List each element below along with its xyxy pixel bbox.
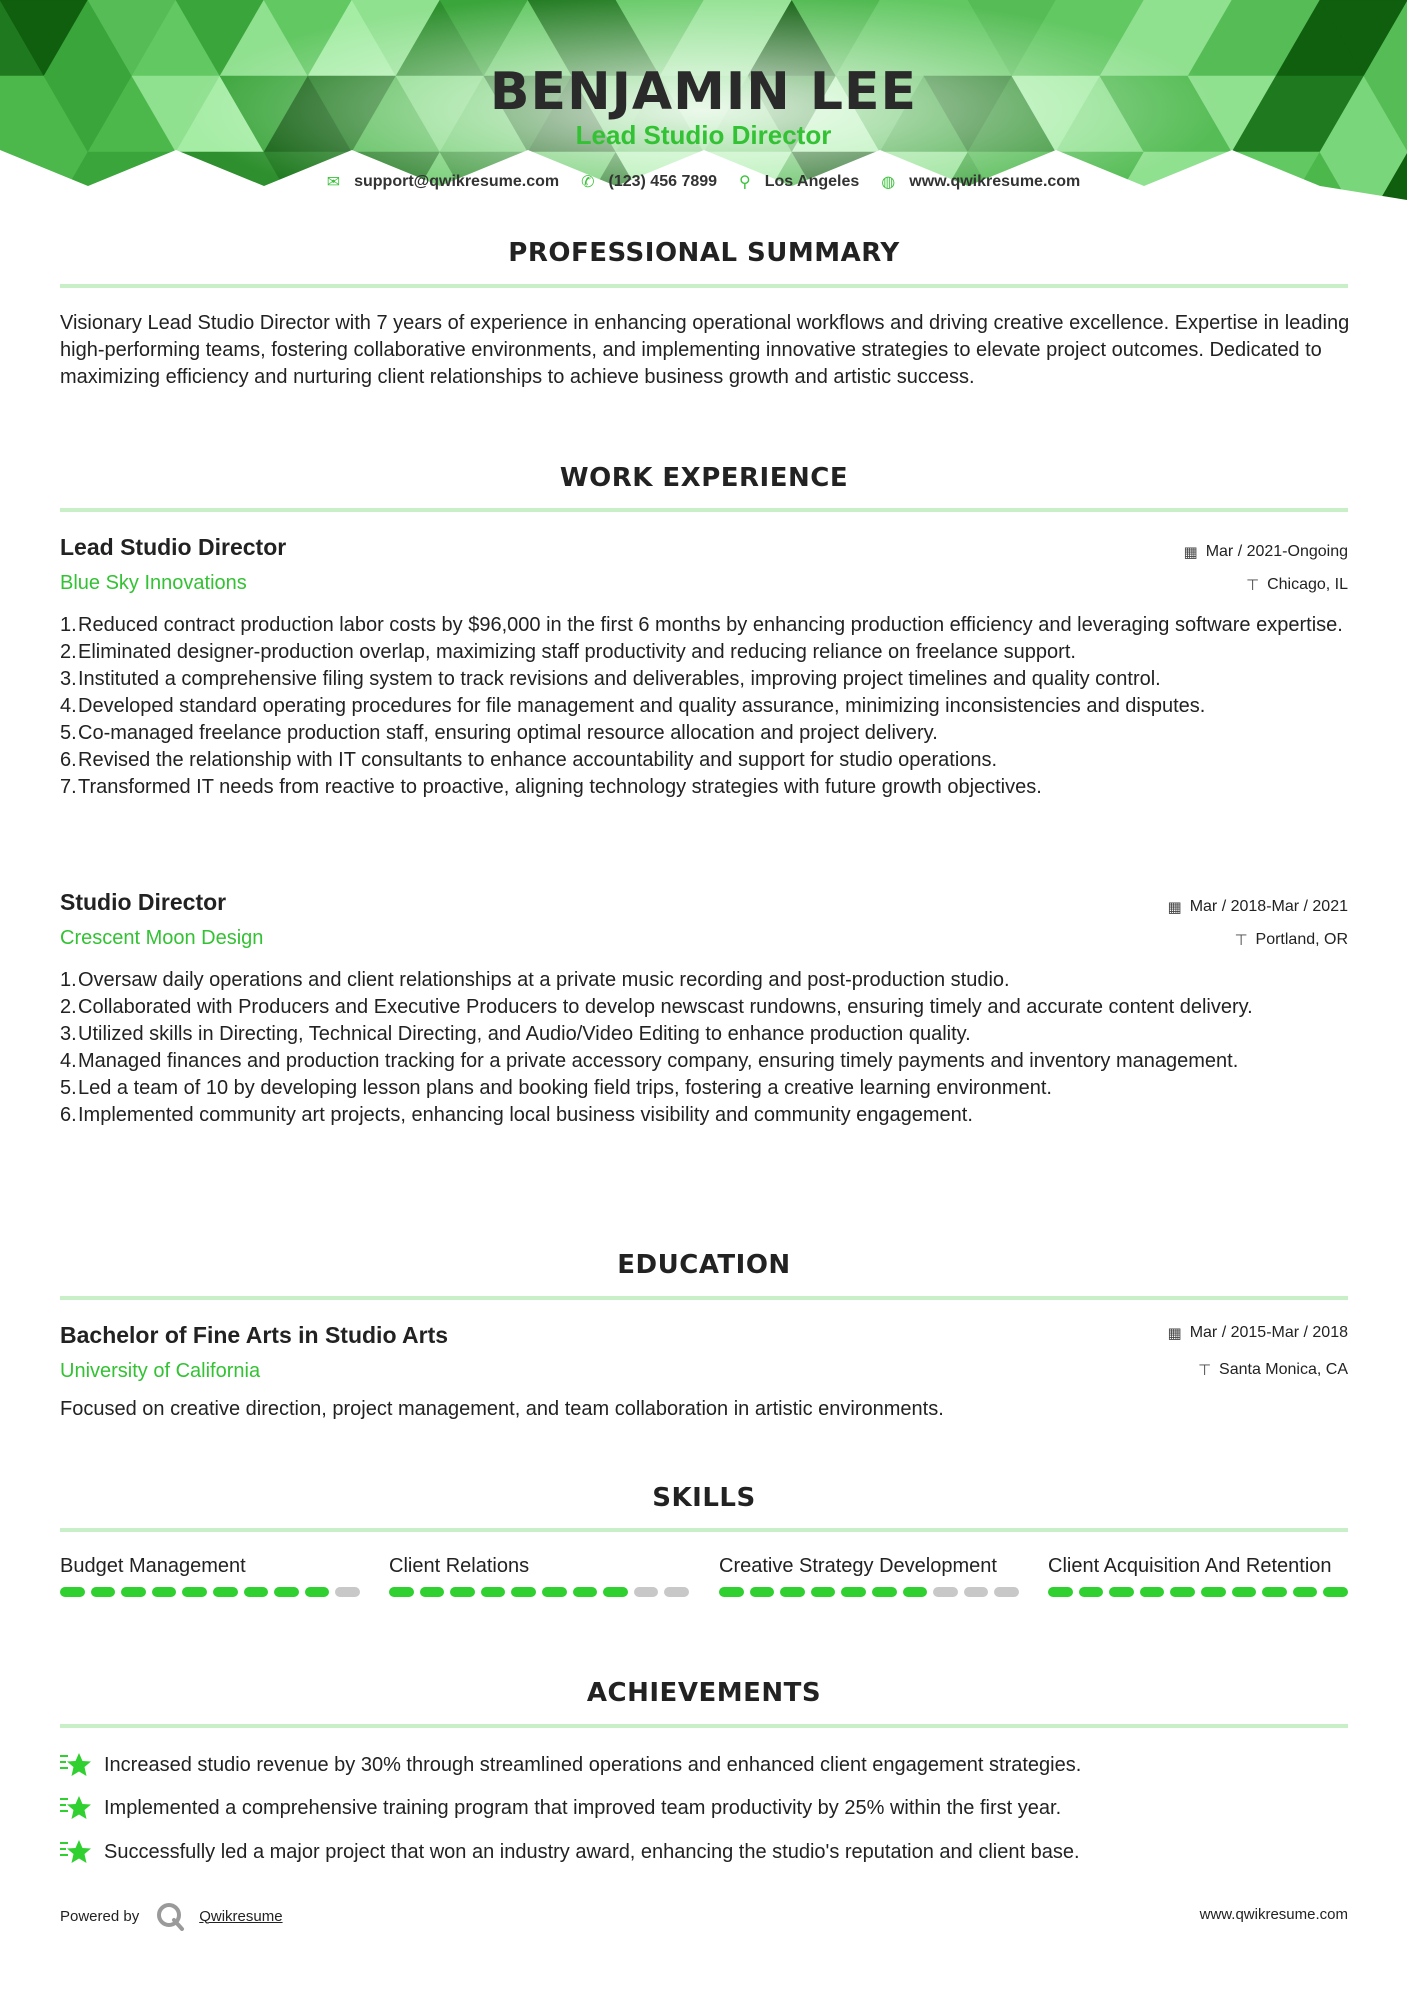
skill-dot xyxy=(841,1587,866,1597)
skill-name: Client Acquisition And Retention xyxy=(1048,1555,1332,1577)
skill-item xyxy=(1048,1551,1348,1597)
skill-dot xyxy=(903,1587,928,1597)
skill-meter xyxy=(719,1587,1019,1597)
contact-website[interactable] xyxy=(881,172,1080,192)
star-icon xyxy=(60,1751,92,1779)
skill-dot xyxy=(1170,1587,1195,1597)
summary-text: Visionary Lead Studio Director with 7 years of experience in enhancing operational workflows and driving creative excellence. Expertise in leading high-performing teams, fostering collaborative environments, and implementing innovative strategies to elevate project outcomes. Dedicated to maximizing efficiency and nurturing client relationships to achieve business growth and artistic success. xyxy=(60,312,1350,388)
skill-dot xyxy=(634,1587,659,1597)
education-heading: EDUCATION xyxy=(617,1250,791,1280)
list-item: 6. Revised the relationship with IT consultants to enhance accountability and support for studio operations. xyxy=(60,749,998,771)
candidate-role: Lead Studio Director xyxy=(575,120,832,150)
job-2-bullets xyxy=(60,967,1350,1129)
star-icon xyxy=(60,1838,92,1866)
education-description: Focused on creative direction, project management, and team collaboration in artistic environments. xyxy=(60,1398,944,1420)
powered-by-label: Powered by xyxy=(60,1907,140,1925)
list-item: 4. Developed standard operating procedures for file management and quality assurance, minimizing inconsistencies and disputes. xyxy=(60,695,1206,717)
job-2-company: Crescent Moon Design xyxy=(60,927,264,949)
contact-email[interactable] xyxy=(327,172,559,192)
skill-meter xyxy=(1048,1587,1348,1597)
education-school: University of California xyxy=(60,1360,261,1382)
achievement-text: Implemented a comprehensive training program that improved team productivity by 25% within the first year. xyxy=(104,1796,1062,1819)
skill-dot xyxy=(335,1587,360,1597)
skill-dot xyxy=(182,1587,207,1597)
footer-powered-by xyxy=(60,1901,283,1931)
achievement-item xyxy=(60,1794,1350,1822)
job-2-location xyxy=(1234,931,1348,949)
skill-dot xyxy=(780,1587,805,1597)
skill-dot xyxy=(1048,1587,1073,1597)
skill-dot xyxy=(872,1587,897,1597)
skill-dot xyxy=(244,1587,269,1597)
experience-heading: WORK EXPERIENCE xyxy=(559,463,849,493)
list-item: 2. Eliminated designer-production overlap, maximizing staff productivity and reducing reliance on freelance support. xyxy=(60,641,1076,663)
skill-meter xyxy=(389,1587,689,1597)
list-item: 2. Collaborated with Producers and Executive Producers to develop newscast rundowns, ensuring timely and accurate content delivery. xyxy=(60,996,1253,1018)
map-marker-icon: ⚲ xyxy=(739,174,751,191)
education-divider xyxy=(60,1296,1348,1300)
job-1-location-text: Chicago, IL xyxy=(1267,576,1348,593)
skill-dot xyxy=(1293,1587,1318,1597)
skill-dot xyxy=(603,1587,628,1597)
list-item: 1. Oversaw daily operations and client relationships at a private music recording and post-production studio. xyxy=(60,969,1010,991)
skill-dot xyxy=(994,1587,1019,1597)
list-item: 7. Transformed IT needs from reactive to proactive, aligning technology strategies with future growth objectives. xyxy=(60,776,1042,798)
skills-divider xyxy=(60,1528,1348,1532)
summary-divider xyxy=(60,284,1348,288)
skill-dot xyxy=(811,1587,836,1597)
skill-dot xyxy=(933,1587,958,1597)
skill-dot xyxy=(1323,1587,1348,1597)
skill-item xyxy=(60,1551,360,1597)
skill-dot xyxy=(719,1587,744,1597)
skills-heading: SKILLS xyxy=(652,1483,756,1513)
job-2-dates-text: Mar / 2018-Mar / 2021 xyxy=(1189,898,1348,915)
education-location-text: Santa Monica, CA xyxy=(1219,1361,1348,1378)
skill-item xyxy=(719,1551,1019,1597)
job-1-location xyxy=(1246,576,1348,594)
job-2-title: Studio Director xyxy=(60,889,227,915)
calendar-icon: ▦ xyxy=(1183,544,1198,561)
skill-dot xyxy=(450,1587,475,1597)
job-2-dates xyxy=(1168,898,1348,916)
job-2-location-text: Portland, OR xyxy=(1255,931,1348,948)
pin-icon: ⊤ xyxy=(1245,577,1260,594)
envelope-icon: ✉ xyxy=(326,174,341,191)
skill-dot xyxy=(542,1587,567,1597)
skill-dot xyxy=(1262,1587,1287,1597)
skill-meter xyxy=(60,1587,360,1597)
skill-dot xyxy=(573,1587,598,1597)
contact-phone[interactable] xyxy=(581,172,717,192)
skill-dot xyxy=(1079,1587,1104,1597)
experience-divider xyxy=(60,508,1348,512)
list-item: 6. Implemented community art projects, enhancing local business visibility and community engagement. xyxy=(60,1104,973,1126)
achievements-heading: ACHIEVEMENTS xyxy=(586,1678,822,1708)
skill-dot xyxy=(305,1587,330,1597)
qwikresume-logo-icon xyxy=(155,1901,185,1931)
list-item: 5. Led a team of 10 by developing lesson plans and booking field trips, fostering a creative learning environment. xyxy=(60,1077,1052,1099)
calendar-icon: ▦ xyxy=(1167,1325,1182,1342)
job-1-title: Lead Studio Director xyxy=(60,534,287,560)
list-item: 1. Reduced contract production labor costs by $96,000 in the first 6 months by enhancing production efficiency and leveraging software expertise. xyxy=(60,614,1343,636)
pin-icon: ⊤ xyxy=(1234,932,1248,949)
job-1-bullets xyxy=(60,612,1350,801)
skill-dot xyxy=(91,1587,116,1597)
skill-dot xyxy=(481,1587,506,1597)
achievement-item xyxy=(60,1751,1350,1779)
skill-dot xyxy=(213,1587,238,1597)
skill-name: Budget Management xyxy=(60,1555,246,1577)
contact-email-text: support@qwikresume.com xyxy=(354,173,560,190)
phone-icon: ✆ xyxy=(581,174,595,191)
education-location xyxy=(1198,1361,1348,1379)
pin-icon: ⊤ xyxy=(1197,1362,1212,1379)
skill-dot xyxy=(664,1587,689,1597)
skill-item xyxy=(389,1551,689,1597)
skill-dot xyxy=(152,1587,177,1597)
job-1-dates-text: Mar / 2021-Ongoing xyxy=(1205,543,1348,560)
skill-dot xyxy=(420,1587,445,1597)
skill-dot xyxy=(964,1587,989,1597)
contact-website-text: www.qwikresume.com xyxy=(909,173,1081,190)
achievements-divider xyxy=(60,1724,1348,1728)
contact-phone-text: (123) 456 7899 xyxy=(608,173,718,190)
qwikresume-link[interactable]: Qwikresume xyxy=(199,1907,283,1925)
skill-dot xyxy=(121,1587,146,1597)
calendar-icon: ▦ xyxy=(1167,899,1182,916)
contact-bar xyxy=(0,172,1407,192)
list-item: 4. Managed finances and production tracking for a private accessory company, ensuring timely payments and inventory management. xyxy=(60,1050,1239,1072)
globe-icon: ◍ xyxy=(881,174,896,191)
education-dates xyxy=(1168,1324,1348,1342)
skill-dot xyxy=(274,1587,299,1597)
skill-dot xyxy=(60,1587,85,1597)
skill-name: Client Relations xyxy=(389,1555,530,1577)
star-icon xyxy=(60,1794,92,1822)
candidate-name: BENJAMIN LEE xyxy=(489,62,918,122)
skill-dot xyxy=(389,1587,414,1597)
contact-location-text: Los Angeles xyxy=(764,173,860,190)
list-item: 5. Co-managed freelance production staff, ensuring optimal resource allocation and project delivery. xyxy=(60,722,938,744)
education-degree: Bachelor of Fine Arts in Studio Arts xyxy=(60,1322,449,1348)
achievement-text: Successfully led a major project that won an industry award, enhancing the studio's reputation and client base. xyxy=(104,1840,1080,1863)
list-item: 3. Utilized skills in Directing, Technical Directing, and Audio/Video Editing to enhance production quality. xyxy=(60,1023,971,1045)
achievement-item xyxy=(60,1838,1350,1866)
skill-dot xyxy=(1201,1587,1226,1597)
skill-dot xyxy=(750,1587,775,1597)
skill-name: Creative Strategy Development xyxy=(719,1555,997,1577)
skill-dot xyxy=(1232,1587,1257,1597)
achievement-text: Increased studio revenue by 30% through streamlined operations and enhanced client engagement strategies. xyxy=(104,1753,1082,1776)
education-dates-text: Mar / 2015-Mar / 2018 xyxy=(1189,1324,1348,1341)
job-1-dates xyxy=(1184,543,1349,561)
skill-dot xyxy=(511,1587,536,1597)
skill-dot xyxy=(1109,1587,1134,1597)
footer-website[interactable]: www.qwikresume.com xyxy=(1199,1906,1348,1923)
skill-dot xyxy=(1140,1587,1165,1597)
list-item: 3. Instituted a comprehensive filing system to track revisions and deliverables, improving project timelines and quality control. xyxy=(60,668,1161,690)
contact-location xyxy=(739,172,859,192)
job-1-company: Blue Sky Innovations xyxy=(60,572,247,594)
summary-heading: PROFESSIONAL SUMMARY xyxy=(508,238,900,268)
